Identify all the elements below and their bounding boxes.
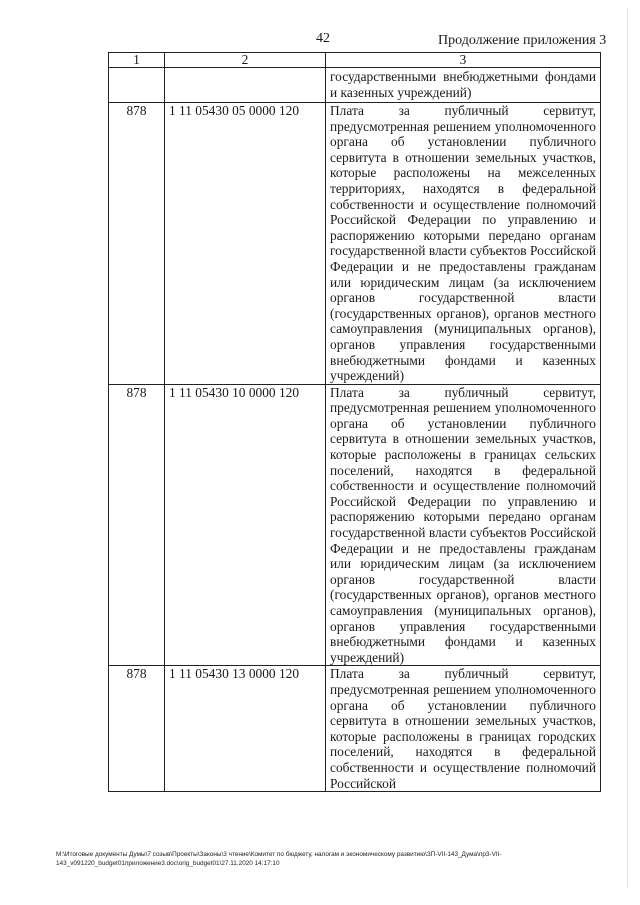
column-header-2: 2 xyxy=(165,53,326,68)
description-cell: Плата за публичный сервитут, предусмотренная решением уполномоченного органа об установлении публичного сервитута в отношении земельных участков, которые расположены в границах городских поселений, находятся в федеральной собственности и осуществление полномочий Российской xyxy=(326,666,601,792)
footer-line-1: M:\Итоговые документы Думы\7 созыв\Проекты\Законы\3 чтение\Комитет по бюджету, налогам и экономическому развитию\ЗП-VII-143_Дума\пр3-VII- xyxy=(56,851,502,858)
admin-code-cell: 878 xyxy=(109,384,165,666)
description-cell: Плата за публичный сервитут, предусмотренная решением уполномоченного органа об установлении публичного сервитута в отношении земельных участков, которые расположены на межселенных территориях, находятся в федеральной собственности и осуществление полномочий Российской Федерации по управлению и распоряжению которыми передано органам государственной власти субъектов Российской Федерации и не предоставлены гражданам или юридическим лицам (за исключением органов государственной власти (государственных органов), органов местного самоуправления (муниципальных органов), органов управления государственными внебюджетными фондами и казенных учреждений) xyxy=(326,103,601,385)
description-cell: Плата за публичный сервитут, предусмотренная решением уполномоченного органа об установлении публичного сервитута в отношении земельных участков, которые расположены в границах сельских поселений, находятся в федеральной собственности и осуществление полномочий Российской Федерации по управлению и распоряжению которыми передано органам государственной власти субъектов Российской Федерации и не предоставлены гражданам или юридическим лицам (за исключением органов государственной власти (государственных органов), органов местного самоуправления (муниципальных органов), органов управления государственными внебюджетными фондами и казенных учреждений) xyxy=(326,384,601,666)
file-path-footer xyxy=(56,850,616,868)
page-number: 42 xyxy=(316,31,330,46)
column-header-1: 1 xyxy=(109,53,165,68)
continuation-title: Продолжение приложения 3 xyxy=(438,33,607,48)
admin-code-cell: 878 xyxy=(109,103,165,385)
table-row xyxy=(109,666,601,792)
description-cell: государственными внебюджетными фондами и казенных учреждений) xyxy=(326,68,601,103)
column-header-3: 3 xyxy=(326,53,601,68)
table-row xyxy=(109,103,601,385)
kbk-cell: 1 11 05430 10 0000 120 xyxy=(165,384,326,666)
page-edge-line xyxy=(627,8,628,888)
table-row xyxy=(109,384,601,666)
table-header-row xyxy=(109,53,601,68)
footer-line-2: 143_v091220_budget01приложение3.doc\orig_budget01\27.11.2020 14:17:10 xyxy=(56,860,280,867)
admin-code-cell xyxy=(109,68,165,103)
kbk-cell: 1 11 05430 13 0000 120 xyxy=(165,666,326,792)
revenue-table xyxy=(108,52,601,792)
table-row xyxy=(109,68,601,103)
admin-code-cell: 878 xyxy=(109,666,165,792)
kbk-cell: 1 11 05430 05 0000 120 xyxy=(165,103,326,385)
kbk-cell xyxy=(165,68,326,103)
